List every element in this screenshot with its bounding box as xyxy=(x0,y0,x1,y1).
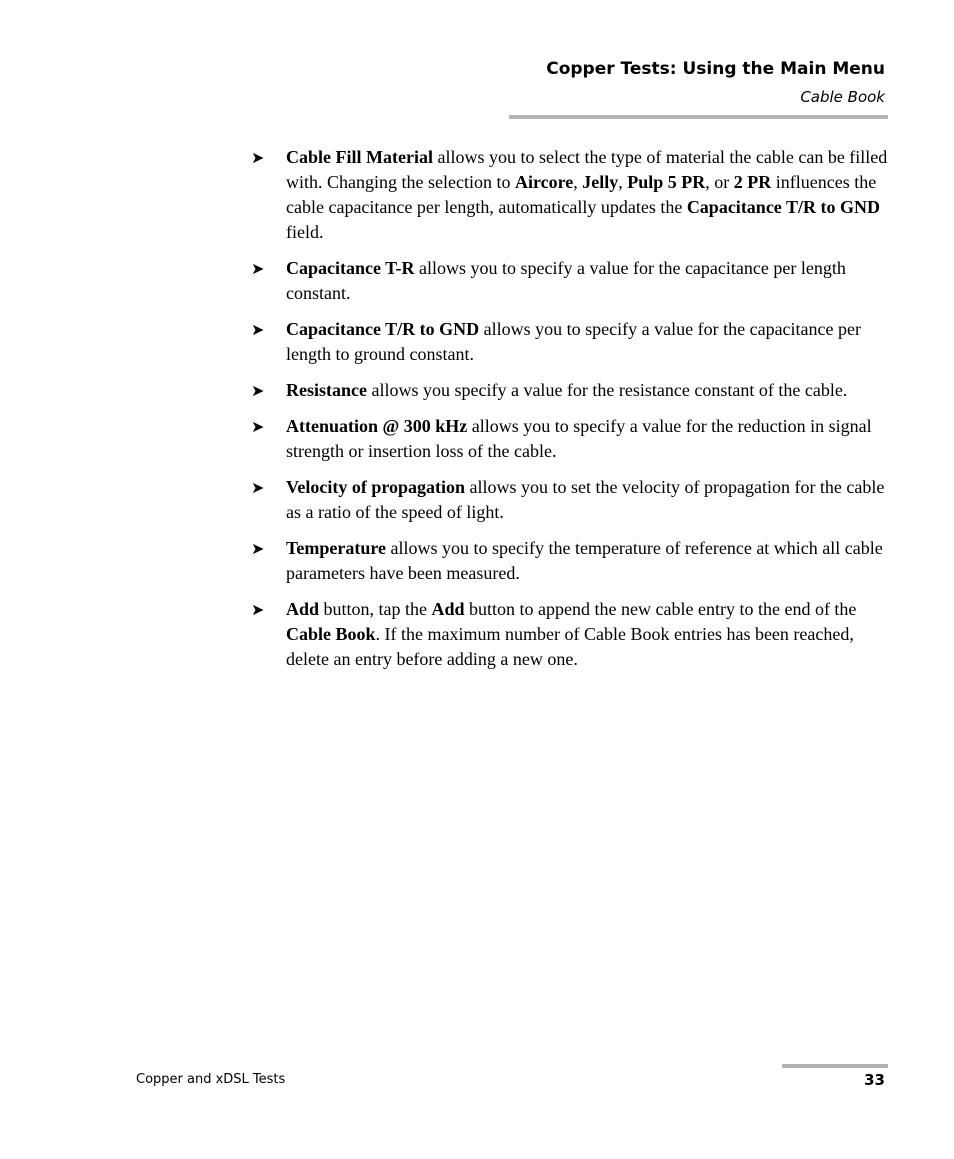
bullet-term: Capacitance T/R to GND xyxy=(286,319,480,339)
bullet-item xyxy=(248,536,888,586)
footer-document-title: Copper and xDSL Tests xyxy=(136,1072,286,1087)
header-title: Copper Tests: Using the Main Menu xyxy=(546,59,885,79)
arrowhead-bullet-icon: ➤ xyxy=(251,480,265,497)
bullet-text: allows you to specify a value for the capacitance per length constant. xyxy=(286,258,846,303)
bullet-text: allows you to specify a value for the capacitance per length to ground constant. xyxy=(286,319,862,364)
bullet-term: Velocity of propagation xyxy=(286,477,466,497)
bullet-term: Cable Fill Material xyxy=(286,147,433,167)
bullet-item xyxy=(248,256,888,306)
bullet-item xyxy=(248,145,888,245)
bullet-item xyxy=(248,475,888,525)
arrowhead-bullet-icon: ➤ xyxy=(251,602,265,619)
bullet-term: Resistance xyxy=(286,380,367,400)
bullet-term: Jelly xyxy=(582,172,619,192)
header-rule xyxy=(509,115,888,119)
bullet-term: Capacitance T-R xyxy=(286,258,415,278)
bullet-term: Pulp 5 PR xyxy=(627,172,706,192)
bullet-term: Aircore xyxy=(514,172,574,192)
bullet-text: button, tap the xyxy=(319,599,432,619)
bullet-text: influences the cable capacitance per length, automatically updates the xyxy=(286,172,877,217)
bullet-term: Add xyxy=(286,599,320,619)
bullet-text: allows you to specify the temperature of reference at which all cable parameters have been measured. xyxy=(286,538,883,583)
page-number: 33 xyxy=(864,1071,885,1089)
arrowhead-bullet-icon: ➤ xyxy=(251,419,265,436)
bullet-text: allows you specify a value for the resistance constant of the cable. xyxy=(366,380,848,400)
bullet-text: , xyxy=(618,172,628,192)
bullet-term: Temperature xyxy=(286,538,386,558)
bullet-term: 2 PR xyxy=(733,172,772,192)
arrowhead-bullet-icon: ➤ xyxy=(251,322,265,339)
bullet-term: Cable Book xyxy=(286,624,376,644)
bullet-text: allows you to specify a value for the reduction in signal strength or insertion loss of the cable. xyxy=(286,416,872,461)
bullet-term: Capacitance T/R to GND xyxy=(686,197,880,217)
bullet-text: field. xyxy=(286,222,324,242)
header-subtitle: Cable Book xyxy=(800,88,885,106)
bullet-text: allows you to set the velocity of propagation for the cable as a ratio of the speed of light. xyxy=(286,477,885,522)
bullet-term: Attenuation @ 300 kHz xyxy=(286,416,468,436)
footer-rule xyxy=(782,1064,888,1068)
bullet-term: Add xyxy=(431,599,465,619)
arrowhead-bullet-icon: ➤ xyxy=(251,541,265,558)
bullet-item xyxy=(248,317,888,367)
bullet-item xyxy=(248,378,888,403)
arrowhead-bullet-icon: ➤ xyxy=(251,383,265,400)
bullet-text: allows you to select the type of material the cable can be filled with. Changing the selection to xyxy=(286,147,888,192)
bullet-item xyxy=(248,597,888,672)
bullet-item xyxy=(248,414,888,464)
bullet-text: , or xyxy=(705,172,734,192)
bullet-text: . If the maximum number of Cable Book entries has been reached, delete an entry before adding a new one. xyxy=(286,624,854,669)
arrowhead-bullet-icon: ➤ xyxy=(251,150,265,167)
bullet-text: button to append the new cable entry to the end of the xyxy=(464,599,857,619)
bullet-text: , xyxy=(573,172,583,192)
arrowhead-bullet-icon: ➤ xyxy=(251,261,265,278)
bullet-list xyxy=(248,145,888,683)
